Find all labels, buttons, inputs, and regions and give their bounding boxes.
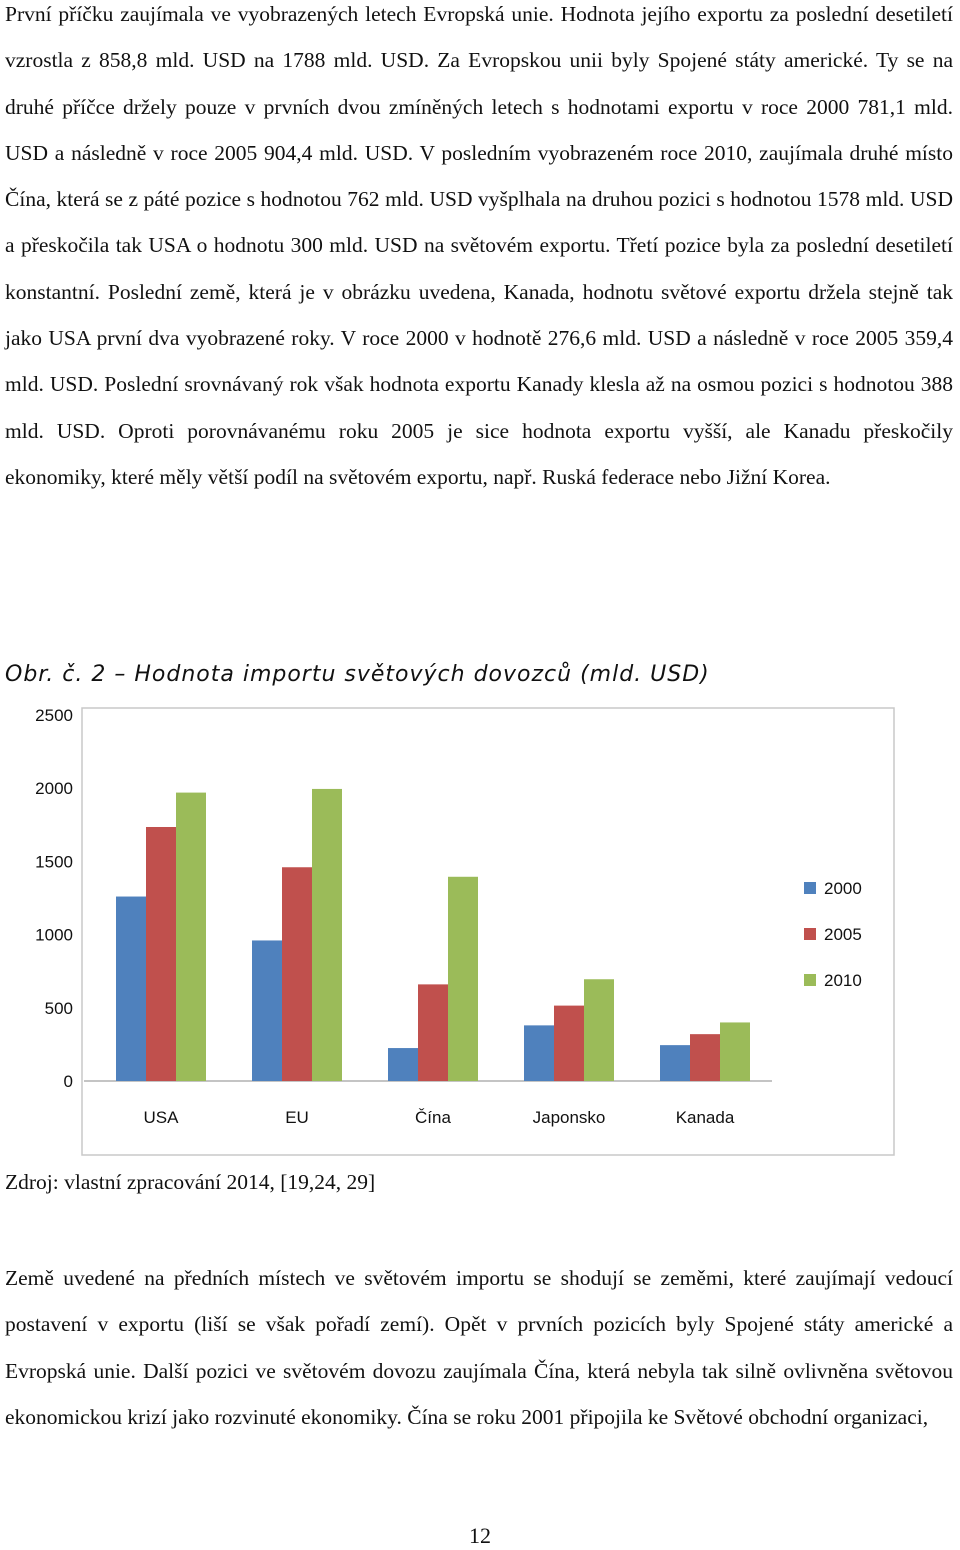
legend-swatch-2000: [804, 882, 816, 894]
bar-usa-2010: [176, 793, 206, 1081]
bar-usa-2005: [146, 827, 176, 1081]
figure-caption: Obr. č. 2 – Hodnota importu světových dovozců (mld. USD): [5, 662, 710, 687]
y-tick-label: 0: [63, 1072, 73, 1091]
legend-swatch-2005: [804, 928, 816, 940]
y-tick-label: 1000: [35, 925, 73, 945]
x-category-label: EU: [285, 1108, 309, 1127]
bar-kanada-2010: [720, 1022, 750, 1081]
bar-eu-2010: [312, 789, 342, 1081]
y-axis-labels: [35, 706, 73, 1091]
bar-čína-2000: [388, 1048, 418, 1081]
y-tick-label: 1500: [35, 852, 73, 872]
y-tick-label: 2500: [35, 706, 73, 725]
x-axis-labels: [144, 1108, 735, 1127]
bar-usa-2000: [116, 897, 146, 1081]
y-tick-label: 500: [44, 998, 73, 1018]
legend-label: 2000: [824, 879, 862, 898]
bar-kanada-2005: [690, 1034, 720, 1081]
bar-čína-2005: [418, 984, 448, 1081]
x-category-label: Japonsko: [532, 1108, 606, 1127]
bar-series: [116, 789, 750, 1081]
bar-čína-2010: [448, 877, 478, 1081]
bar-japonsko-2005: [554, 1006, 584, 1081]
legend-swatch-2010: [804, 974, 816, 986]
bar-japonsko-2010: [584, 979, 614, 1081]
page-number: 12: [469, 1523, 491, 1548]
bar-kanada-2000: [660, 1045, 690, 1081]
legend: [804, 879, 862, 990]
x-category-label: Kanada: [675, 1108, 735, 1127]
bar-eu-2005: [282, 867, 312, 1081]
bar-chart: [0, 690, 960, 1160]
bar-japonsko-2000: [524, 1025, 554, 1081]
legend-label: 2010: [824, 971, 862, 990]
source-note: Zdroj: vlastní zpracování 2014, [19,24, 29]: [5, 1170, 376, 1194]
body-paragraph-top: První příčku zaujímala ve vyobrazených letech Evropská unie. Hodnota jejího exportu za poslední desetiletí vzrostla z 858,8 mld. USD na 1788 mld. USD. Za Evropskou unii byly Spojené státy americké. Ty se na druhé příčce držely pouze v prvních dvou zmíněných letech s hodnotami exportu v roce 2000 781,1 mld. USD a následně v roce 2005 904,4 mld. USD. V posledním vyobrazeném roce 2010, zaujímala druhé místo Čína, která se z páté pozice s hodnotou 762 mld. USD vyšplhala na druhou pozici s hodnotou 1578 mld. USD a přeskočila tak USA o hodnotu 300 mld. USD na světovém exportu. Třetí pozice byla za poslední desetiletí konstantní. Poslední země, která je v obrázku uvedena, Kanada, hodnotu světové exportu držela stejně tak jako USA první dva vyobrazené roky. V roce 2000 v hodnotě 276,6 mld. USD a následně v roce 2005 359,4 mld. USD. Poslední srovnávaný rok však hodnota exportu Kanady klesla až na osmou pozici s hodnotou 388 mld. USD. Oproti porovnávanému roku 2005 je sice hodnota exportu vyšší, ale Kanadu přeskočily ekonomiky, které měly větší podíl na světovém exportu, např. Ruská federace nebo Jižní Korea.: [5, 2, 953, 489]
x-category-label: Čína: [415, 1108, 451, 1127]
body-paragraph-bottom: Země uvedené na předních místech ve světovém importu se shodují se zeměmi, které zaujímají vedoucí postavení v exportu (liší se však pořadí zemí). Opět v prvních pozicích byly Spojené státy americké a Evropská unie. Další pozici ve světovém dovozu zaujímala Čína, která nebyla tak silně ovlivněna světovou ekonomickou krizí jako rozvinuté ekonomiky. Čína se roku 2001 připojila ke Světové obchodní organizaci,: [5, 1266, 953, 1429]
y-tick-label: 2000: [35, 779, 73, 799]
bar-eu-2000: [252, 940, 282, 1081]
x-category-label: USA: [143, 1108, 179, 1127]
legend-label: 2005: [824, 925, 862, 944]
